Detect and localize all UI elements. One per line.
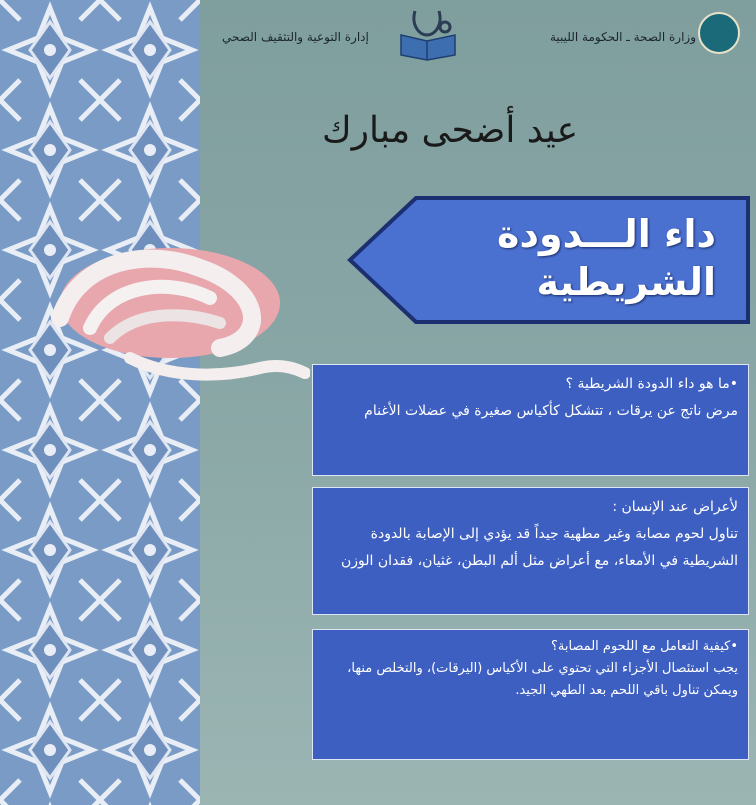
title-banner (346, 194, 752, 326)
info-box-definition (312, 364, 749, 476)
tapeworm-illustration (20, 228, 310, 408)
section-body: تناول لحوم مصابة وغير مطهية جيداً قد يؤدي إلى الإصابة بالدودة الشريطية في الأمعاء، مع أعراض مثل ألم البطن، غثيان، فقدان الوزن (341, 526, 738, 569)
section-heading: لأعراض عند الإنسان : (612, 499, 738, 515)
info-box-handling (312, 629, 749, 760)
section-body: يجب استئصال الأجزاء التي تحتوي على الأكياس (اليرقات)، والتخلص منها، ويمكن تناول باقي اللحم بعد الطهي الجيد. (347, 661, 738, 698)
department-name: إدارة التوعية والتثقيف الصحي (222, 30, 369, 44)
ministry-name: وزارة الصحة ـ الحكومة الليبية (549, 30, 696, 44)
title-line-2: الشريطية (536, 260, 716, 304)
section-body: مرض ناتج عن يرقات ، تتشكل كأكياس صغيرة في عضلات الأغنام (364, 403, 738, 419)
eid-greeting: عيد أضحى مبارك (321, 110, 579, 151)
title-line-1: داء الـــدودة (497, 212, 716, 256)
ministry-logo-icon (698, 12, 740, 54)
section-heading: •كيفية التعامل مع اللحوم المصابة؟ (550, 639, 738, 654)
stethoscope-book-icon (393, 5, 463, 61)
section-heading: •ما هو داء الدودة الشريطية ؟ (565, 376, 738, 392)
info-box-symptoms (312, 487, 749, 615)
